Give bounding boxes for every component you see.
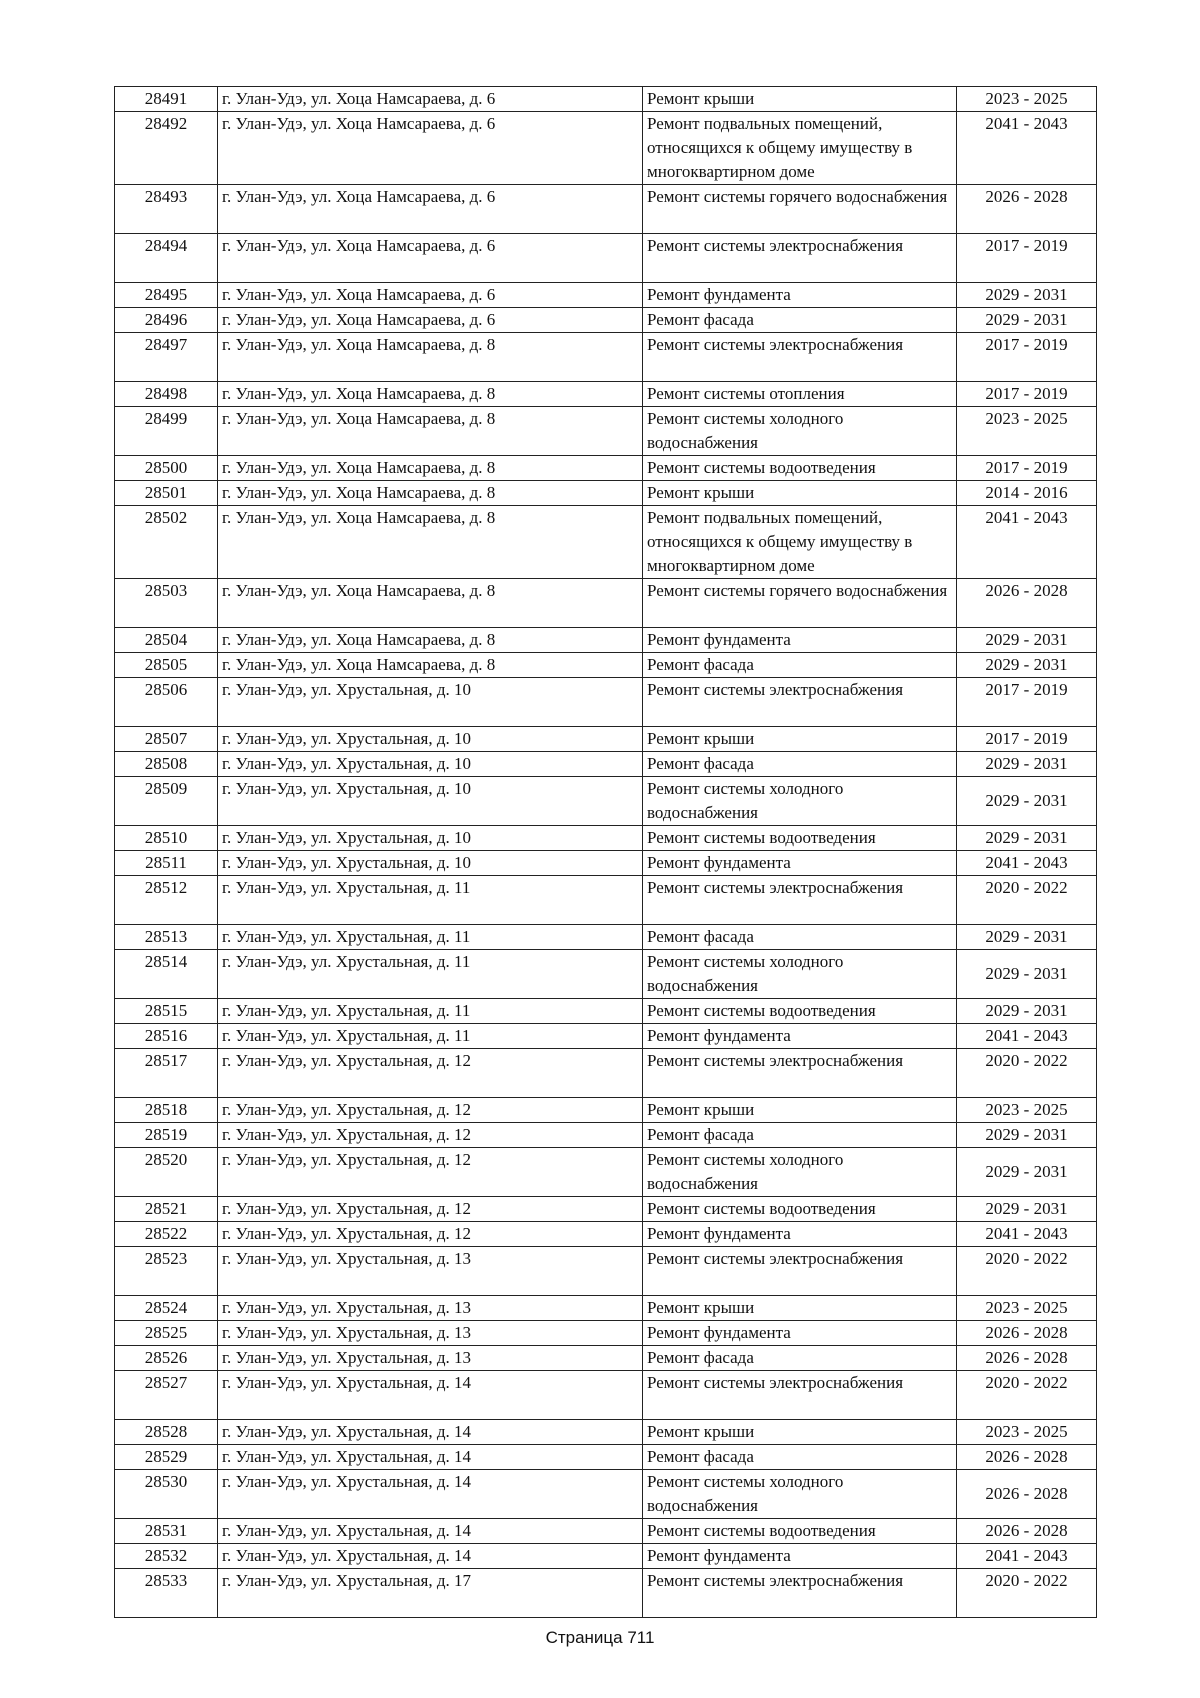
row-period: 2041 - 2043	[957, 1222, 1097, 1247]
row-number: 28513	[115, 925, 218, 950]
row-number: 28522	[115, 1222, 218, 1247]
row-period: 2017 - 2019	[957, 678, 1097, 727]
row-address: г. Улан-Удэ, ул. Хрустальная, д. 12	[218, 1098, 643, 1123]
row-work: Ремонт системы водоотведения	[643, 999, 957, 1024]
row-period: 2029 - 2031	[957, 752, 1097, 777]
row-period: 2041 - 2043	[957, 851, 1097, 876]
row-period: 2014 - 2016	[957, 481, 1097, 506]
table-row	[115, 777, 1097, 826]
row-period: 2029 - 2031	[957, 826, 1097, 851]
row-address: г. Улан-Удэ, ул. Хрустальная, д. 11	[218, 1024, 643, 1049]
row-work: Ремонт фасада	[643, 1346, 957, 1371]
table-row	[115, 407, 1097, 456]
row-address: г. Улан-Удэ, ул. Хрустальная, д. 10	[218, 727, 643, 752]
row-work: Ремонт системы холодного водоснабжения	[643, 1470, 957, 1519]
row-work: Ремонт фундамента	[643, 628, 957, 653]
row-period: 2041 - 2043	[957, 506, 1097, 579]
table-row	[115, 1024, 1097, 1049]
row-work: Ремонт системы электроснабжения	[643, 678, 957, 727]
row-work: Ремонт крыши	[643, 87, 957, 112]
table-row	[115, 1470, 1097, 1519]
row-number: 28505	[115, 653, 218, 678]
row-address: г. Улан-Удэ, ул. Хоца Намсараева, д. 6	[218, 185, 643, 234]
row-work: Ремонт системы водоотведения	[643, 1519, 957, 1544]
row-number: 28517	[115, 1049, 218, 1098]
row-number: 28516	[115, 1024, 218, 1049]
row-work: Ремонт системы холодного водоснабжения	[643, 407, 957, 456]
row-period: 2026 - 2028	[957, 1346, 1097, 1371]
row-number: 28532	[115, 1544, 218, 1569]
table-row	[115, 727, 1097, 752]
row-work: Ремонт крыши	[643, 1420, 957, 1445]
table-row	[115, 283, 1097, 308]
row-period: 2017 - 2019	[957, 456, 1097, 481]
table-row	[115, 653, 1097, 678]
row-number: 28521	[115, 1197, 218, 1222]
row-address: г. Улан-Удэ, ул. Хрустальная, д. 10	[218, 678, 643, 727]
row-work: Ремонт фундамента	[643, 1544, 957, 1569]
row-work: Ремонт системы электроснабжения	[643, 333, 957, 382]
row-work: Ремонт фундамента	[643, 283, 957, 308]
row-period: 2020 - 2022	[957, 1371, 1097, 1420]
row-work: Ремонт системы отопления	[643, 382, 957, 407]
row-work: Ремонт системы электроснабжения	[643, 234, 957, 283]
row-work: Ремонт крыши	[643, 1098, 957, 1123]
row-number: 28526	[115, 1346, 218, 1371]
table-row	[115, 1371, 1097, 1420]
row-address: г. Улан-Удэ, ул. Хоца Намсараева, д. 8	[218, 579, 643, 628]
row-number: 28528	[115, 1420, 218, 1445]
table-row	[115, 1519, 1097, 1544]
row-period: 2041 - 2043	[957, 1024, 1097, 1049]
row-work: Ремонт фасада	[643, 653, 957, 678]
row-work: Ремонт крыши	[643, 481, 957, 506]
row-number: 28511	[115, 851, 218, 876]
row-address: г. Улан-Удэ, ул. Хоца Намсараева, д. 8	[218, 333, 643, 382]
page-number: Страница 711	[545, 1628, 655, 1647]
row-work: Ремонт фундамента	[643, 1321, 957, 1346]
table-row	[115, 1445, 1097, 1470]
table-row	[115, 1148, 1097, 1197]
table-row	[115, 628, 1097, 653]
table-row	[115, 1569, 1097, 1618]
row-period: 2029 - 2031	[957, 1197, 1097, 1222]
row-address: г. Улан-Удэ, ул. Хрустальная, д. 13	[218, 1296, 643, 1321]
row-work: Ремонт фундамента	[643, 851, 957, 876]
row-work: Ремонт фасада	[643, 1445, 957, 1470]
repair-schedule-table	[114, 86, 1097, 1618]
row-work: Ремонт крыши	[643, 727, 957, 752]
row-work: Ремонт системы водоотведения	[643, 456, 957, 481]
table-row	[115, 112, 1097, 185]
row-number: 28527	[115, 1371, 218, 1420]
row-number: 28512	[115, 876, 218, 925]
row-number: 28493	[115, 185, 218, 234]
row-address: г. Улан-Удэ, ул. Хрустальная, д. 14	[218, 1470, 643, 1519]
row-address: г. Улан-Удэ, ул. Хрустальная, д. 17	[218, 1569, 643, 1618]
row-number: 28506	[115, 678, 218, 727]
row-period: 2023 - 2025	[957, 1098, 1097, 1123]
row-number: 28496	[115, 308, 218, 333]
row-address: г. Улан-Удэ, ул. Хоца Намсараева, д. 6	[218, 112, 643, 185]
row-work: Ремонт подвальных помещений, относящихся к общему имуществу в многоквартирном доме	[643, 112, 957, 185]
row-address: г. Улан-Удэ, ул. Хрустальная, д. 10	[218, 777, 643, 826]
row-period: 2029 - 2031	[957, 628, 1097, 653]
table-row	[115, 999, 1097, 1024]
row-work: Ремонт системы водоотведения	[643, 826, 957, 851]
row-work: Ремонт фундамента	[643, 1222, 957, 1247]
table-row	[115, 950, 1097, 999]
row-address: г. Улан-Удэ, ул. Хрустальная, д. 12	[218, 1123, 643, 1148]
row-period: 2029 - 2031	[957, 283, 1097, 308]
row-address: г. Улан-Удэ, ул. Хрустальная, д. 13	[218, 1247, 643, 1296]
row-number: 28504	[115, 628, 218, 653]
row-period: 2026 - 2028	[957, 1321, 1097, 1346]
row-number: 28500	[115, 456, 218, 481]
table-row	[115, 308, 1097, 333]
row-address: г. Улан-Удэ, ул. Хрустальная, д. 10	[218, 851, 643, 876]
table-row	[115, 185, 1097, 234]
row-period: 2029 - 2031	[957, 1123, 1097, 1148]
row-number: 28525	[115, 1321, 218, 1346]
row-period: 2017 - 2019	[957, 234, 1097, 283]
row-address: г. Улан-Удэ, ул. Хрустальная, д. 14	[218, 1519, 643, 1544]
row-work: Ремонт системы электроснабжения	[643, 876, 957, 925]
row-number: 28503	[115, 579, 218, 628]
row-number: 28501	[115, 481, 218, 506]
row-address: г. Улан-Удэ, ул. Хоца Намсараева, д. 6	[218, 308, 643, 333]
row-number: 28492	[115, 112, 218, 185]
table-row	[115, 678, 1097, 727]
table-row	[115, 1123, 1097, 1148]
table-row	[115, 481, 1097, 506]
row-number: 28514	[115, 950, 218, 999]
row-work: Ремонт системы водоотведения	[643, 1197, 957, 1222]
row-period: 2020 - 2022	[957, 1569, 1097, 1618]
row-period: 2020 - 2022	[957, 1049, 1097, 1098]
row-address: г. Улан-Удэ, ул. Хрустальная, д. 12	[218, 1197, 643, 1222]
table-row	[115, 506, 1097, 579]
row-work: Ремонт фасада	[643, 1123, 957, 1148]
table-row	[115, 1420, 1097, 1445]
row-address: г. Улан-Удэ, ул. Хрустальная, д. 14	[218, 1445, 643, 1470]
row-address: г. Улан-Удэ, ул. Хоца Намсараева, д. 8	[218, 456, 643, 481]
table-row	[115, 382, 1097, 407]
row-address: г. Улан-Удэ, ул. Хрустальная, д. 11	[218, 950, 643, 999]
row-work: Ремонт фасада	[643, 752, 957, 777]
row-period: 2026 - 2028	[957, 185, 1097, 234]
row-address: г. Улан-Удэ, ул. Хоца Намсараева, д. 6	[218, 87, 643, 112]
row-address: г. Улан-Удэ, ул. Хрустальная, д. 12	[218, 1222, 643, 1247]
row-period: 2026 - 2028	[957, 1519, 1097, 1544]
row-address: г. Улан-Удэ, ул. Хрустальная, д. 11	[218, 925, 643, 950]
table-row	[115, 579, 1097, 628]
row-work: Ремонт системы холодного водоснабжения	[643, 777, 957, 826]
row-period: 2029 - 2031	[957, 308, 1097, 333]
row-number: 28498	[115, 382, 218, 407]
row-period: 2029 - 2031	[957, 950, 1097, 999]
row-number: 28508	[115, 752, 218, 777]
row-address: г. Улан-Удэ, ул. Хоца Намсараева, д. 8	[218, 653, 643, 678]
row-address: г. Улан-Удэ, ул. Хоца Намсараева, д. 6	[218, 234, 643, 283]
row-work: Ремонт системы электроснабжения	[643, 1569, 957, 1618]
row-address: г. Улан-Удэ, ул. Хоца Намсараева, д. 8	[218, 382, 643, 407]
row-work: Ремонт системы электроснабжения	[643, 1247, 957, 1296]
table-row	[115, 1544, 1097, 1569]
table-row	[115, 1098, 1097, 1123]
row-address: г. Улан-Удэ, ул. Хрустальная, д. 12	[218, 1049, 643, 1098]
row-address: г. Улан-Удэ, ул. Хрустальная, д. 11	[218, 999, 643, 1024]
row-number: 28533	[115, 1569, 218, 1618]
row-period: 2041 - 2043	[957, 112, 1097, 185]
row-address: г. Улан-Удэ, ул. Хрустальная, д. 10	[218, 826, 643, 851]
row-number: 28519	[115, 1123, 218, 1148]
table-row	[115, 1222, 1097, 1247]
row-work: Ремонт фасада	[643, 925, 957, 950]
table-row	[115, 1296, 1097, 1321]
row-number: 28510	[115, 826, 218, 851]
table-row	[115, 1321, 1097, 1346]
row-period: 2029 - 2031	[957, 925, 1097, 950]
row-number: 28530	[115, 1470, 218, 1519]
row-work: Ремонт системы горячего водоснабжения	[643, 185, 957, 234]
row-work: Ремонт системы холодного водоснабжения	[643, 950, 957, 999]
row-number: 28520	[115, 1148, 218, 1197]
row-period: 2020 - 2022	[957, 876, 1097, 925]
row-address: г. Улан-Удэ, ул. Хрустальная, д. 14	[218, 1371, 643, 1420]
row-address: г. Улан-Удэ, ул. Хрустальная, д. 14	[218, 1420, 643, 1445]
row-number: 28495	[115, 283, 218, 308]
row-period: 2029 - 2031	[957, 1148, 1097, 1197]
row-period: 2026 - 2028	[957, 579, 1097, 628]
row-number: 28497	[115, 333, 218, 382]
row-period: 2017 - 2019	[957, 382, 1097, 407]
table-row	[115, 826, 1097, 851]
row-number: 28531	[115, 1519, 218, 1544]
table-row	[115, 87, 1097, 112]
row-address: г. Улан-Удэ, ул. Хрустальная, д. 13	[218, 1346, 643, 1371]
row-number: 28499	[115, 407, 218, 456]
table-row	[115, 1049, 1097, 1098]
row-address: г. Улан-Удэ, ул. Хоца Намсараева, д. 8	[218, 481, 643, 506]
row-period: 2026 - 2028	[957, 1470, 1097, 1519]
row-address: г. Улан-Удэ, ул. Хоца Намсараева, д. 8	[218, 628, 643, 653]
row-work: Ремонт системы холодного водоснабжения	[643, 1148, 957, 1197]
row-period: 2017 - 2019	[957, 727, 1097, 752]
row-work: Ремонт системы горячего водоснабжения	[643, 579, 957, 628]
row-number: 28524	[115, 1296, 218, 1321]
table-row	[115, 1346, 1097, 1371]
row-period: 2029 - 2031	[957, 999, 1097, 1024]
table-row	[115, 456, 1097, 481]
row-period: 2017 - 2019	[957, 333, 1097, 382]
table-row	[115, 925, 1097, 950]
row-work: Ремонт фасада	[643, 308, 957, 333]
row-address: г. Улан-Удэ, ул. Хрустальная, д. 12	[218, 1148, 643, 1197]
row-number: 28494	[115, 234, 218, 283]
row-period: 2029 - 2031	[957, 777, 1097, 826]
table-row	[115, 333, 1097, 382]
row-work: Ремонт системы электроснабжения	[643, 1049, 957, 1098]
row-period: 2023 - 2025	[957, 1420, 1097, 1445]
row-period: 2023 - 2025	[957, 87, 1097, 112]
table-row	[115, 851, 1097, 876]
row-address: г. Улан-Удэ, ул. Хоца Намсараева, д. 8	[218, 407, 643, 456]
row-address: г. Улан-Удэ, ул. Хоца Намсараева, д. 8	[218, 506, 643, 579]
row-period: 2020 - 2022	[957, 1247, 1097, 1296]
row-work: Ремонт фундамента	[643, 1024, 957, 1049]
row-period: 2026 - 2028	[957, 1445, 1097, 1470]
table-row	[115, 752, 1097, 777]
row-work: Ремонт системы электроснабжения	[643, 1371, 957, 1420]
row-number: 28491	[115, 87, 218, 112]
row-number: 28523	[115, 1247, 218, 1296]
row-address: г. Улан-Удэ, ул. Хрустальная, д. 13	[218, 1321, 643, 1346]
row-period: 2023 - 2025	[957, 1296, 1097, 1321]
row-work: Ремонт подвальных помещений, относящихся к общему имуществу в многоквартирном доме	[643, 506, 957, 579]
row-address: г. Улан-Удэ, ул. Хоца Намсараева, д. 6	[218, 283, 643, 308]
row-period: 2041 - 2043	[957, 1544, 1097, 1569]
table-row	[115, 234, 1097, 283]
table-row	[115, 1197, 1097, 1222]
row-address: г. Улан-Удэ, ул. Хрустальная, д. 14	[218, 1544, 643, 1569]
row-number: 28529	[115, 1445, 218, 1470]
row-number: 28509	[115, 777, 218, 826]
row-period: 2029 - 2031	[957, 653, 1097, 678]
table-row	[115, 876, 1097, 925]
row-number: 28518	[115, 1098, 218, 1123]
row-number: 28515	[115, 999, 218, 1024]
row-period: 2023 - 2025	[957, 407, 1097, 456]
table-row	[115, 1247, 1097, 1296]
row-address: г. Улан-Удэ, ул. Хрустальная, д. 11	[218, 876, 643, 925]
row-number: 28507	[115, 727, 218, 752]
row-work: Ремонт крыши	[643, 1296, 957, 1321]
row-number: 28502	[115, 506, 218, 579]
row-address: г. Улан-Удэ, ул. Хрустальная, д. 10	[218, 752, 643, 777]
